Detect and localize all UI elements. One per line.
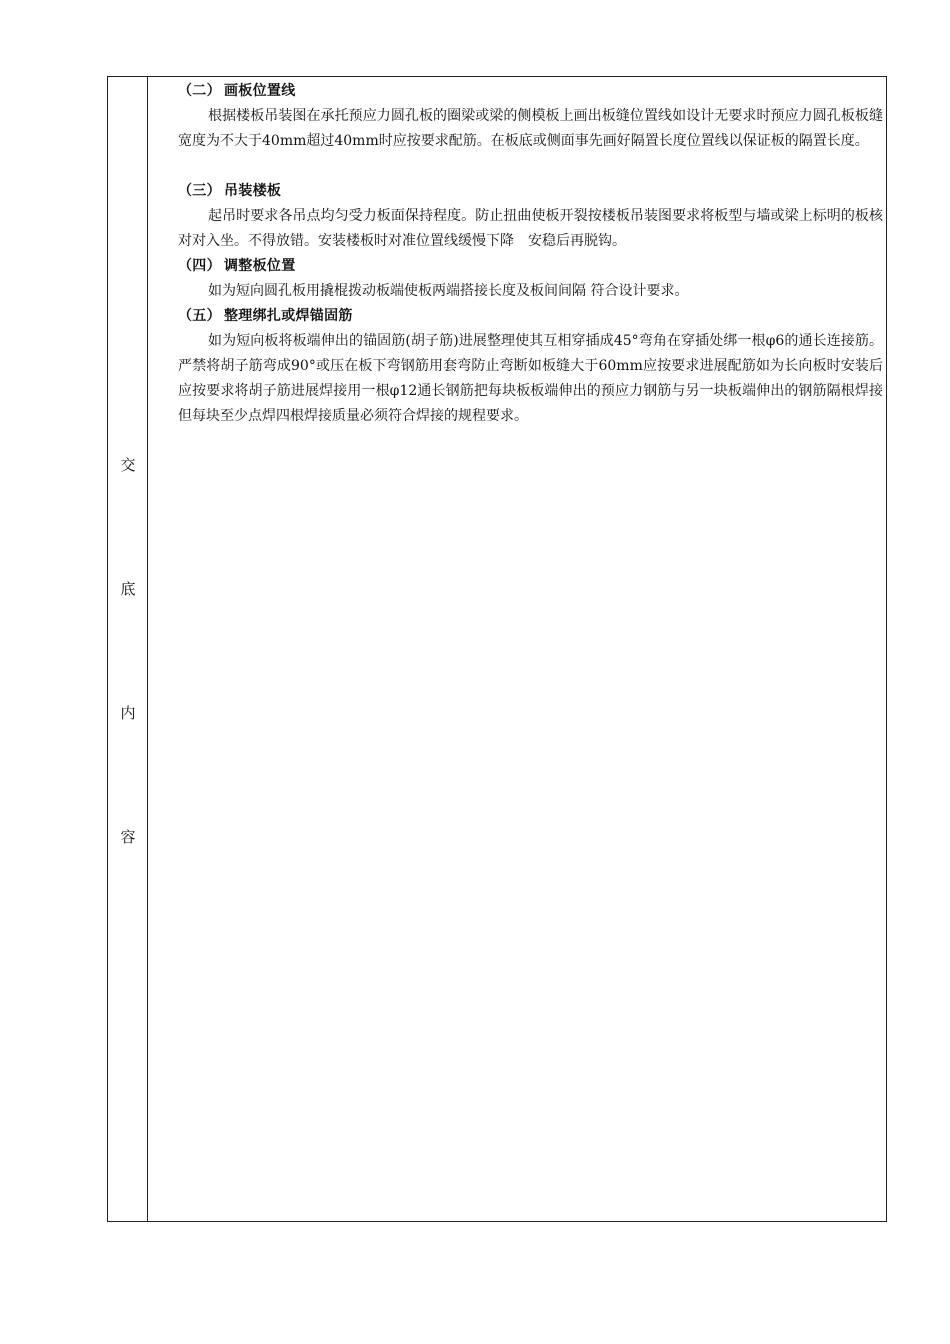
section-body: 如为短向板将板端伸出的锚固筋(胡子筋)进展整理使其互相穿插成45°弯角在穿插处绑一根φ6的通长连接筋。严禁将胡子筋弯成90°或压在板下弯钢筋用套弯防止弯断如板缝大于60mm应按要求进展配筋如为长向板时安装后应按要求将胡子筋进展焊接用一根φ12通长钢筋把每块板板端伸出的预应力钢筋与另一块板端伸出的钢筋隔根焊接但每块至少点焊四根焊接质量必须符合焊接的规程要求。	[178, 333, 883, 424]
section-title: 调整板位置	[224, 258, 296, 274]
section-hoist-slabs	[178, 179, 888, 254]
section-anchor-bars	[178, 304, 888, 429]
section-number: （四）	[178, 258, 221, 274]
section-number: （三）	[178, 183, 221, 199]
section-body: 起吊时要求各吊点均匀受力板面保持程度。防止扭曲使板开裂按楼板吊装图要求将板型与墙或梁上标明的板核对对入坐。不得放错。安装楼板时对准位置线缓慢下降 安稳后再脱钩。	[178, 208, 883, 249]
row-label-char: 内	[120, 704, 136, 722]
section-heading	[178, 179, 888, 204]
section-title: 吊装楼板	[224, 183, 282, 199]
section-heading	[178, 254, 888, 279]
section-adjust-position	[178, 254, 888, 304]
content-cell	[148, 77, 886, 1221]
section-title: 画板位置线	[224, 83, 296, 99]
row-label-char: 容	[120, 828, 136, 846]
section-number: （二）	[178, 83, 221, 99]
section-body: 如为短向圆孔板用撬棍拨动板端使板两端搭接长度及板间间隔 符合设计要求。	[208, 283, 689, 299]
section-heading	[178, 304, 888, 329]
row-label-column	[108, 77, 148, 1221]
section-heading	[178, 79, 888, 104]
row-label-char: 交	[120, 456, 136, 474]
row-label-char: 底	[120, 580, 136, 598]
section-title: 整理绑扎或焊锚固筋	[224, 308, 353, 324]
section-number: （五）	[178, 308, 221, 324]
disclosure-table	[107, 76, 887, 1222]
section-body: 根据楼板吊装图在承托预应力圆孔板的圈梁或梁的侧模板上画出板缝位置线如设计无要求时预应力圆孔板板缝宽度为不大于40mm超过40mm时应按要求配筋。在板底或侧面事先画好隔置长度位置线以保证板的隔置长度。	[178, 108, 883, 149]
section-draw-board-lines	[178, 79, 888, 154]
